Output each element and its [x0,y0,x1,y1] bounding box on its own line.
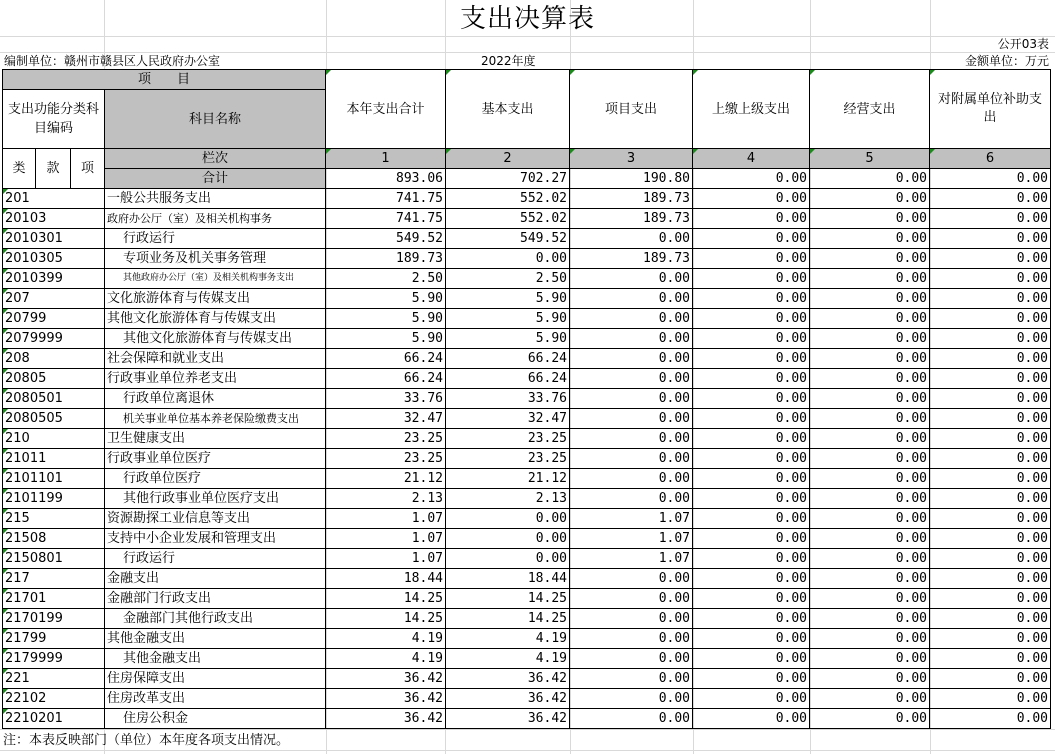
amount-cell: 0.00 [693,649,810,669]
amount-cell: 14.25 [446,609,570,629]
col-header-2: 基本支出 [446,70,570,149]
amount-cell: 0.00 [930,669,1051,689]
amount-cell: 0.00 [570,369,693,389]
amount-cell: 0.00 [810,689,930,709]
amount-cell: 0.00 [930,529,1051,549]
amount-cell: 36.42 [446,709,570,729]
subject-code: 210 [3,429,105,449]
amount-cell: 5.90 [326,309,446,329]
amount-cell: 0.00 [693,329,810,349]
amount-cell: 0.00 [570,469,693,489]
amount-cell: 0.00 [810,529,930,549]
amount-cell: 189.73 [570,209,693,229]
amount-cell: 0.00 [570,609,693,629]
amount-cell: 0.00 [446,249,570,269]
table-row [3,689,1051,709]
total-value: 0.00 [693,169,810,189]
amount-cell: 0.00 [930,609,1051,629]
subject-name: 行政运行 [105,229,326,249]
amount-cell: 36.42 [446,669,570,689]
amount-cell: 0.00 [930,549,1051,569]
subject-code: 2010305 [3,249,105,269]
amount-cell: 189.73 [570,249,693,269]
amount-cell: 33.76 [326,389,446,409]
subject-code: 2010399 [3,269,105,289]
amount-cell: 0.00 [570,409,693,429]
amount-cell: 5.90 [446,289,570,309]
amount-cell: 0.00 [810,409,930,429]
subject-name: 金融支出 [105,569,326,589]
subject-code: 2150801 [3,549,105,569]
amount-cell: 0.00 [693,349,810,369]
amount-cell: 0.00 [693,509,810,529]
subject-name: 金融部门其他行政支出 [105,609,326,629]
amount-cell: 0.00 [693,249,810,269]
amount-cell: 14.25 [326,589,446,609]
amount-cell: 0.00 [810,609,930,629]
amount-cell: 0.00 [693,489,810,509]
amount-cell: 23.25 [446,449,570,469]
subject-name: 卫生健康支出 [105,429,326,449]
total-value: 0.00 [810,169,930,189]
org-label: 编制单位：赣州市赣县区人民政府办公室 [4,54,221,68]
subject-name: 文化旅游体育与传媒支出 [105,289,326,309]
amount-cell: 189.73 [326,249,446,269]
table-row [3,549,1051,569]
amount-cell: 0.00 [693,189,810,209]
amount-cell: 0.00 [570,569,693,589]
subject-code: 2010301 [3,229,105,249]
amount-cell: 0.00 [693,409,810,429]
amount-cell: 0.00 [693,549,810,569]
amount-cell: 0.00 [810,669,930,689]
amount-cell: 1.07 [326,529,446,549]
table-row [3,189,1051,209]
subject-code: 2079999 [3,329,105,349]
amount-cell: 2.50 [326,269,446,289]
table-row [3,589,1051,609]
amount-cell: 5.90 [326,289,446,309]
amount-cell: 0.00 [930,709,1051,729]
amount-cell: 0.00 [930,569,1051,589]
amount-cell: 0.00 [570,449,693,469]
amount-cell: 18.44 [326,569,446,589]
amount-cell: 5.90 [446,309,570,329]
amount-cell: 0.00 [810,209,930,229]
amount-cell: 0.00 [930,309,1051,329]
amount-cell: 23.25 [326,449,446,469]
amount-cell: 0.00 [810,469,930,489]
amount-cell: 0.00 [810,289,930,309]
amount-cell: 0.00 [693,609,810,629]
amount-cell: 66.24 [326,369,446,389]
xiang-header: 项 [71,149,105,189]
table-row [3,649,1051,669]
amount-cell: 66.24 [446,349,570,369]
subject-name: 社会保障和就业支出 [105,349,326,369]
subject-code: 2101101 [3,469,105,489]
table-row [3,329,1051,349]
amount-cell: 0.00 [693,589,810,609]
subject-name: 住房保障支出 [105,669,326,689]
subject-code: 20103 [3,209,105,229]
form-code: 公开03表 [997,37,1049,51]
amount-cell: 36.42 [326,689,446,709]
amount-cell: 21.12 [326,469,446,489]
amount-cell: 0.00 [693,629,810,649]
table-row [3,349,1051,369]
subject-name: 机关事业单位基本养老保险缴费支出 [105,409,326,429]
table-row [3,669,1051,689]
table-row [3,209,1051,229]
amount-cell: 0.00 [693,449,810,469]
table-row [3,529,1051,549]
subject-code: 21701 [3,589,105,609]
table-row [3,709,1051,729]
amount-cell: 23.25 [446,429,570,449]
amount-cell: 0.00 [693,709,810,729]
subject-code: 2170199 [3,609,105,629]
subject-code: 2101199 [3,489,105,509]
amount-cell: 1.07 [326,509,446,529]
amount-cell: 0.00 [693,669,810,689]
amount-cell: 0.00 [930,289,1051,309]
amount-cell: 14.25 [446,589,570,609]
amount-cell: 23.25 [326,429,446,449]
subject-name: 行政运行 [105,549,326,569]
amount-cell: 0.00 [930,249,1051,269]
table-row [3,469,1051,489]
amount-cell: 0.00 [930,229,1051,249]
col-number: 4 [693,149,810,169]
amount-cell: 0.00 [570,689,693,709]
amount-cell: 741.75 [326,189,446,209]
subject-name: 行政单位离退休 [105,389,326,409]
subject-code: 22102 [3,689,105,709]
table-row [3,409,1051,429]
amount-cell: 1.07 [570,529,693,549]
amount-cell: 0.00 [930,189,1051,209]
amount-cell: 0.00 [570,289,693,309]
subject-name: 其他文化旅游体育与传媒支出 [105,329,326,349]
gridline [0,750,1055,751]
amount-cell: 36.42 [446,689,570,709]
amount-cell: 36.42 [326,709,446,729]
subject-code: 2080505 [3,409,105,429]
footnote: 注：本表反映部门（单位）本年度各项支出情况。 [3,733,290,748]
subject-code: 207 [3,289,105,309]
amount-cell: 0.00 [810,709,930,729]
amount-cell: 0.00 [570,649,693,669]
amount-cell: 4.19 [446,649,570,669]
amount-cell: 0.00 [930,689,1051,709]
amount-cell: 0.00 [930,509,1051,529]
fiscal-year: 2022年度 [481,54,536,68]
amount-cell: 0.00 [930,409,1051,429]
table-row [3,369,1051,389]
amount-cell: 0.00 [693,569,810,589]
amount-cell: 0.00 [446,549,570,569]
amount-cell: 0.00 [810,369,930,389]
amount-cell: 5.90 [446,329,570,349]
amount-cell: 0.00 [693,309,810,329]
amount-cell: 0.00 [810,629,930,649]
code-column-header: 支出功能分类科目编码 [3,90,105,149]
col-number: 3 [570,149,693,169]
amount-cell: 0.00 [570,629,693,649]
subject-name: 其他行政事业单位医疗支出 [105,489,326,509]
amount-cell: 0.00 [570,589,693,609]
amount-cell: 2.50 [446,269,570,289]
currency-unit: 金额单位：万元 [964,54,1049,68]
gridline [0,52,1055,53]
subject-name: 支持中小企业发展和管理支出 [105,529,326,549]
amount-cell: 0.00 [810,189,930,209]
amount-cell: 0.00 [810,349,930,369]
amount-cell: 0.00 [693,389,810,409]
amount-cell: 1.07 [570,549,693,569]
amount-cell: 0.00 [570,349,693,369]
table-row [3,229,1051,249]
col-header-1: 本年支出合计 [326,70,446,149]
amount-cell: 189.73 [570,189,693,209]
subject-name: 政府办公厅（室）及相关机构事务 [105,209,326,229]
amount-cell: 0.00 [930,649,1051,669]
table-row [3,269,1051,289]
col-number-label: 栏次 [105,149,326,169]
amount-cell: 2.13 [446,489,570,509]
table-row [3,509,1051,529]
subject-code: 201 [3,189,105,209]
total-value: 190.80 [570,169,693,189]
table-body [3,189,1051,729]
subject-code: 221 [3,669,105,689]
amount-cell: 0.00 [810,269,930,289]
subject-code: 2080501 [3,389,105,409]
amount-cell: 4.19 [326,649,446,669]
amount-cell: 0.00 [930,589,1051,609]
amount-cell: 0.00 [810,309,930,329]
amount-cell: 0.00 [570,429,693,449]
report-title: 支出决算表 [459,4,595,34]
subject-code: 21508 [3,529,105,549]
amount-cell: 0.00 [810,489,930,509]
subject-name: 住房改革支出 [105,689,326,709]
amount-cell: 0.00 [693,689,810,709]
table-row [3,449,1051,469]
amount-cell: 0.00 [810,649,930,669]
amount-cell: 18.44 [446,569,570,589]
table-row [3,489,1051,509]
amount-cell: 4.19 [446,629,570,649]
total-value: 0.00 [930,169,1051,189]
kuan-header: 款 [36,149,71,189]
subject-code: 21799 [3,629,105,649]
amount-cell: 0.00 [810,569,930,589]
amount-cell: 0.00 [446,509,570,529]
subject-code: 217 [3,569,105,589]
total-value: 702.27 [446,169,570,189]
subject-code: 20805 [3,369,105,389]
amount-cell: 549.52 [326,229,446,249]
amount-cell: 2.13 [326,489,446,509]
amount-cell: 0.00 [570,229,693,249]
col-header-5: 经营支出 [810,70,930,149]
amount-cell: 0.00 [930,429,1051,449]
subject-code: 20799 [3,309,105,329]
amount-cell: 0.00 [570,269,693,289]
amount-cell: 0.00 [446,529,570,549]
table-row [3,609,1051,629]
table-row [3,429,1051,449]
amount-cell: 66.24 [446,369,570,389]
subject-name: 住房公积金 [105,709,326,729]
amount-cell: 0.00 [930,349,1051,369]
amount-cell: 1.07 [326,549,446,569]
subject-code: 208 [3,349,105,369]
amount-cell: 0.00 [930,209,1051,229]
subject-name: 一般公共服务支出 [105,189,326,209]
col-header-4: 上缴上级支出 [693,70,810,149]
amount-cell: 66.24 [326,349,446,369]
amount-cell: 0.00 [693,229,810,249]
amount-cell: 0.00 [930,449,1051,469]
expenditure-table [2,69,1051,729]
col-number: 2 [446,149,570,169]
subject-code: 2179999 [3,649,105,669]
amount-cell: 0.00 [693,429,810,449]
col-header-3: 项目支出 [570,70,693,149]
subject-name: 其他政府办公厅（室）及相关机构事务支出 [105,269,326,289]
col-header-6: 对附属单位补助支出 [930,70,1051,149]
amount-cell: 1.07 [570,509,693,529]
amount-cell: 0.00 [810,329,930,349]
amount-cell: 0.00 [693,529,810,549]
col-number: 5 [810,149,930,169]
amount-cell: 0.00 [930,269,1051,289]
amount-cell: 0.00 [693,369,810,389]
amount-cell: 0.00 [570,669,693,689]
amount-cell: 32.47 [446,409,570,429]
amount-cell: 33.76 [446,389,570,409]
subject-code: 21011 [3,449,105,469]
amount-cell: 0.00 [810,429,930,449]
amount-cell: 0.00 [693,469,810,489]
amount-cell: 0.00 [570,329,693,349]
amount-cell: 5.90 [326,329,446,349]
subject-name: 金融部门行政支出 [105,589,326,609]
amount-cell: 0.00 [570,309,693,329]
amount-cell: 0.00 [810,549,930,569]
subject-code: 2210201 [3,709,105,729]
amount-cell: 0.00 [930,329,1051,349]
amount-cell: 4.19 [326,629,446,649]
amount-cell: 741.75 [326,209,446,229]
table-row [3,289,1051,309]
amount-cell: 0.00 [570,709,693,729]
amount-cell: 549.52 [446,229,570,249]
total-label: 合计 [105,169,326,189]
col-number: 6 [930,149,1051,169]
subject-name: 其他金融支出 [105,649,326,669]
amount-cell: 36.42 [326,669,446,689]
subject-name: 行政事业单位医疗 [105,449,326,469]
amount-cell: 552.02 [446,209,570,229]
amount-cell: 0.00 [810,249,930,269]
amount-cell: 0.00 [810,389,930,409]
amount-cell: 0.00 [693,269,810,289]
amount-cell: 0.00 [810,509,930,529]
subject-name: 行政单位医疗 [105,469,326,489]
table-row [3,309,1051,329]
amount-cell: 0.00 [930,389,1051,409]
amount-cell: 0.00 [930,629,1051,649]
amount-cell: 0.00 [930,469,1051,489]
amount-cell: 0.00 [810,229,930,249]
col-number: 1 [326,149,446,169]
subject-code: 215 [3,509,105,529]
amount-cell: 0.00 [810,589,930,609]
amount-cell: 0.00 [570,489,693,509]
table-row [3,249,1051,269]
subject-name: 行政事业单位养老支出 [105,369,326,389]
amount-cell: 552.02 [446,189,570,209]
amount-cell: 21.12 [446,469,570,489]
subject-name: 其他文化旅游体育与传媒支出 [105,309,326,329]
amount-cell: 32.47 [326,409,446,429]
amount-cell: 0.00 [570,389,693,409]
subject-name: 其他金融支出 [105,629,326,649]
subject-name: 资源勘探工业信息等支出 [105,509,326,529]
amount-cell: 0.00 [810,449,930,469]
table-row [3,569,1051,589]
amount-cell: 0.00 [930,489,1051,509]
item-group-header: 项 目 [3,70,326,90]
amount-cell: 0.00 [693,209,810,229]
gridline [0,729,1055,730]
table-row [3,389,1051,409]
amount-cell: 0.00 [930,369,1051,389]
amount-cell: 0.00 [693,289,810,309]
name-column-header: 科目名称 [105,90,326,149]
gridline [0,36,1055,37]
total-value: 893.06 [326,169,446,189]
table-row [3,629,1051,649]
amount-cell: 14.25 [326,609,446,629]
subject-name: 专项业务及机关事务管理 [105,249,326,269]
lei-header: 类 [3,149,36,189]
